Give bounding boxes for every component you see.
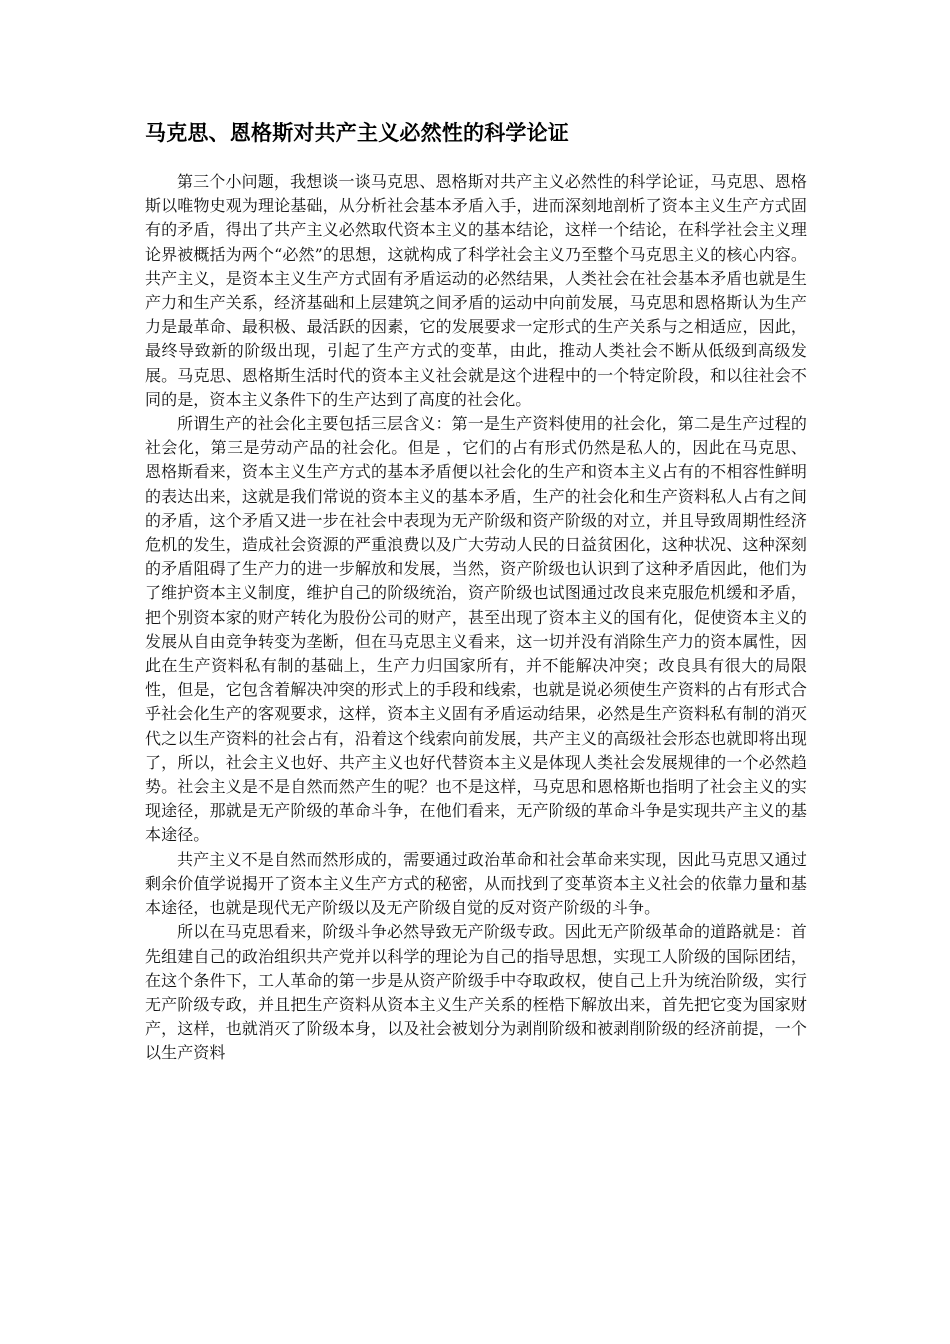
paragraph-3: 共产主义不是自然而然形成的，需要通过政治革命和社会革命来实现，因此马克思又通过剩余价值学说揭开了资本主义生产方式的秘密，从而找到了变革资本主义社会的依靠力量和基本途径，也就是现代无产阶级以及无产阶级自觉的反对资产阶级的斗争。 bbox=[145, 849, 807, 918]
paragraph-1: 第三个小问题，我想谈一谈马克思、恩格斯对共产主义必然性的科学论证，马克思、恩格斯以唯物史观为理论基础，从分析社会基本矛盾入手，进而深刻地剖析了资本主义生产方式固有的矛盾，得出了共产主义必然取代资本主义的基本结论，这样一个结论，在科学社会主义理论界被概括为两个“必然”的思想，这就构成了科学社会主义乃至整个马克思主义的核心内容。共产主义，是资本主义生产方式固有矛盾运动的必然结果，人类社会在社会基本矛盾也就是生产力和生产关系，经济基础和上层建筑之间矛盾的运动中向前发展，马克思和恩格斯认为生产力是最革命、最积极、最活跃的因素，它的发展要求一定形式的生产关系与之相适应，因此，最终导致新的阶级出现，引起了生产方式的变革，由此，推动人类社会不断从低级到高级发展。马克思、恩格斯生活时代的资本主义社会就是这个进程中的一个特定阶段，和以往社会不同的是，资本主义条件下的生产达到了高度的社会化。 bbox=[145, 172, 807, 409]
document-title: 马克思、恩格斯对共产主义必然性的科学论证 bbox=[145, 121, 569, 145]
paragraph-2: 所谓生产的社会化主要包括三层含义：第一是生产资料使用的社会化，第二是生产过程的社会化，第三是劳动产品的社会化。但是 ，它们的占有形式仍然是私人的，因此在马克思、恩格斯看来，资本主义生产方式的基本矛盾便以社会化的生产和资本主义占有的不相容性鲜明的表达出来，这就是我们常说的资本主义的基本矛盾，生产的社会化和生产资料私人占有之间的矛盾，这个矛盾又进一步在社会中表现为无产阶级和资产阶级的对立，并且导致周期性经济危机的发生，造成社会资源的严重浪费以及广大劳动人民的日益贫困化，这种状况、这种深刻的矛盾阻碍了生产力的进一步解放和发展，当然，资产阶级也认识到了这种矛盾因此，他们为了维护资本主义制度，维护自己的阶级统治，资产阶级也试图通过改良来克服危机缓和矛盾，把个别资本家的财产转化为股份公司的财产，甚至出现了资本主义的国有化，促使资本主义的发展从自由竞争转变为垄断，但在马克思主义看来，这一切并没有消除生产力的资本属性，因此在生产资料私有制的基础上，生产力归国家所有，并不能解决冲突；改良具有很大的局限性，但是，它包含着解决冲突的形式上的手段和线索，也就是说必须使生产资料的占有形式合乎社会化生产的客观要求，这样，资本主义固有矛盾运动结果，必然是生产资料私有制的消灭代之以生产资料的社会占有，沿着这个线索向前发展，共产主义的高级社会形态也就即将出现了，所以，社会主义也好、共产主义也好代替资本主义是体现人类社会发展规律的一个必然趋势。社会主义是不是自然而然产生的呢？也不是这样，马克思和恩格斯也指明了社会主义的实现途径，那就是无产阶级的革命斗争，在他们看来，无产阶级的革命斗争是实现共产主义的基本途径。 bbox=[145, 414, 807, 845]
document-body bbox=[145, 170, 807, 1066]
paragraph-4: 所以在马克思看来，阶级斗争必然导致无产阶级专政。因此无产阶级革命的道路就是：首先组建自己的政治组织共产党并以科学的理论为自己的指导思想，实现工人阶级的国际团结，在这个条件下，工人革命的第一步是从资产阶级手中夺取政权，使自己上升为统治阶级，实行无产阶级专政，并且把生产资料从资本主义生产关系的桎梏下解放出来，首先把它变为国家财产，这样，也就消灭了阶级本身，以及社会被划分为剥削阶级和被剥削阶级的经济前提，一个以生产资料 bbox=[145, 922, 807, 1063]
document-page bbox=[145, 118, 807, 1066]
